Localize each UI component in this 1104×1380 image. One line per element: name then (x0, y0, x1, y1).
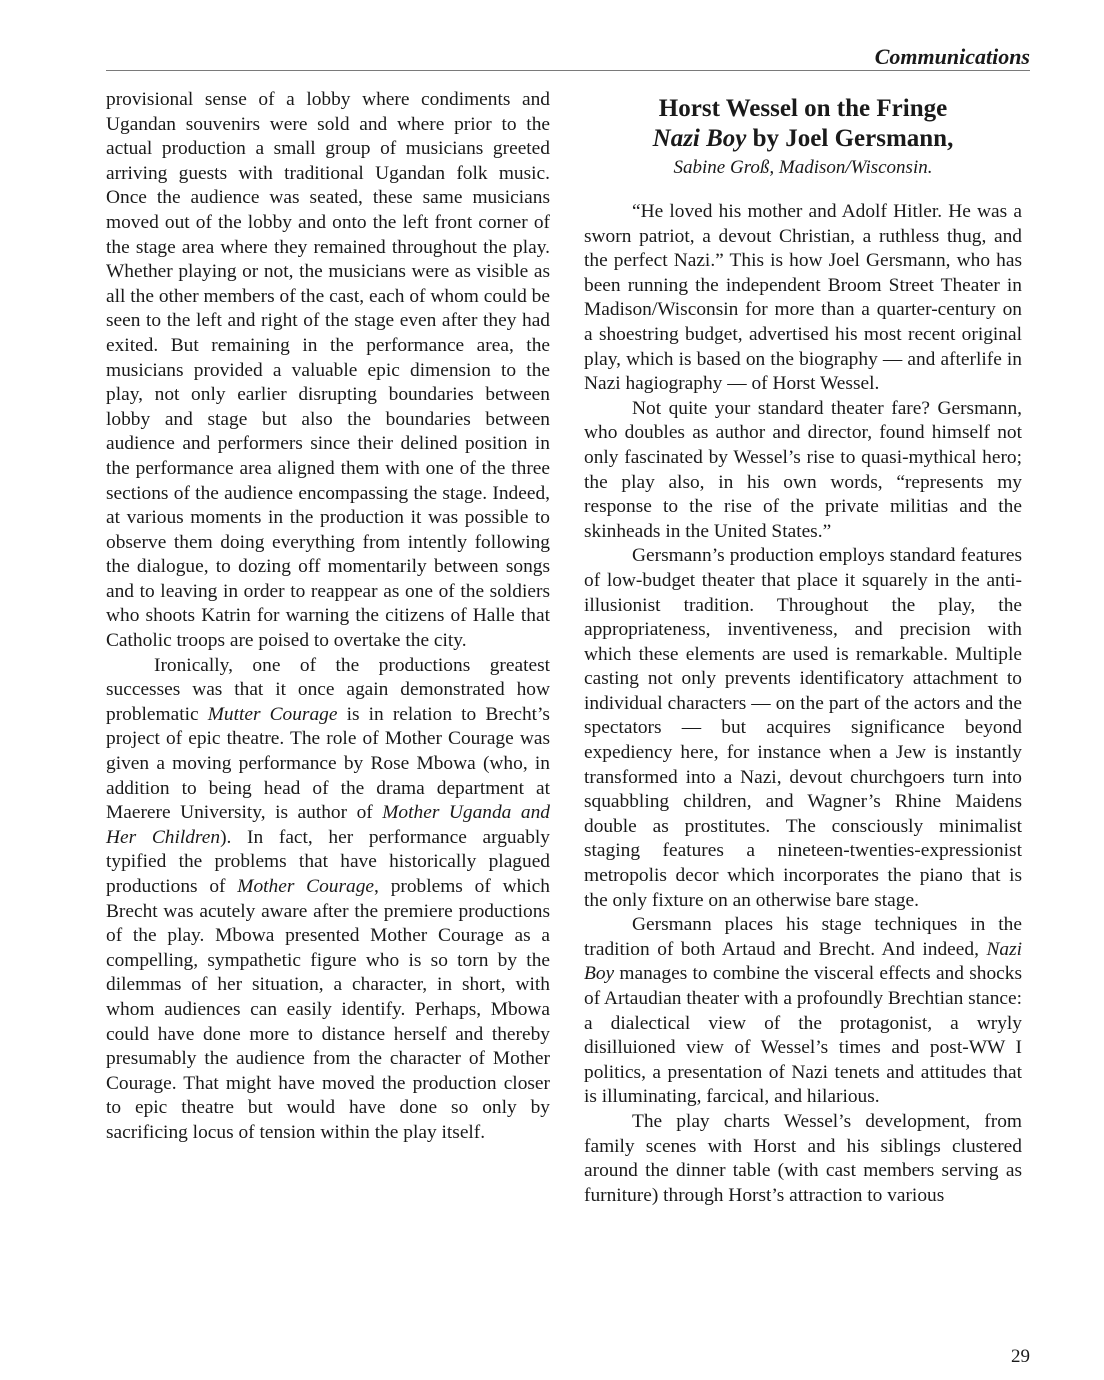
running-header: Communications (874, 44, 1030, 69)
right-p4-italic-nazi-boy: Nazi Boy (584, 938, 1022, 985)
left-column (106, 88, 550, 1146)
left-paragraph-1: provisional sense of a lobby where condiments and Ugandan souvenirs were sold and where prior to the actual production a small group of musicians greeted arriving guests with traditional Ugandan folk music. Once the audience was seated, these same musicians moved out of the lobby and onto the left front corner of the stage area where they remained throughout the play. Whether playing or not, the musicians were as visible as all the other members of the cast, each of whom could be seen to the left and right of the stage even after they had exited. But remaining in the performance area, the musicians provided a valuable epic dimension to the play, not only earlier disrupting boundaries between lobby and stage but also the boundaries between audience and performers since their delined position in the performance area aligned them with one of the three sections of the audience encompassing the stage. Indeed, at various moments in the production it was possible to observe them doing everything from intently following the dialogue, to dozing off momentarily between songs and to leaving in order to reappear as one of the soldiers who shoots Katrin for warning the citizens of Halle that Catholic troops are poised to overtake the city. (106, 89, 550, 652)
page-number: 29 (1011, 1346, 1030, 1367)
right-p4-text-b: manages to combine the visceral effects and shocks of Artaudian theater with a profoundly Brechtian stance: a dialectical view of the protagonist, a wryly disilluioned view of Wessel’s times and post-WW I politics, a presentation of Nazi tenets and attitudes that is illuminating, farcical, and hilarious. (584, 963, 1022, 1108)
right-column (584, 200, 1022, 1208)
left-p2-italic-mother-courage: Mother Courage (237, 876, 375, 897)
right-paragraph-1: “He loved his mother and Adolf Hitler. He was a sworn patriot, a devout Christian, a ruthless thug, and the perfect Nazi.” This is how Joel Gersmann, who has been running the independent Broom Street Theater in Madison/Wisconsin for more than a quarter-century on a shoestring budget, advertised his most recent original play, which is based on the biography — and afterlife in Nazi hagiography — of Horst Wessel. (584, 201, 1022, 395)
article-subtitle-play: Nazi Boy (652, 125, 747, 152)
right-paragraph-5: The play charts Wessel’s development, from family scenes with Horst and his siblings clustered around the dinner table (with cast members serving as furniture) through Horst’s attraction to various (584, 1110, 1022, 1206)
article-title-block (584, 94, 1022, 179)
left-p2-italic-mutter-courage: Mutter Courage (207, 703, 338, 725)
right-p4-text-a: Gersmann places his stage techniques in the tradition of both Artaud and Brecht. And indeed, (584, 914, 1022, 960)
left-p2-text-b: is in relation to Brecht’s project of epic theatre. The role of Mother Courage was given a moving performance by Rose Mbowa (who, in addition to being head of the drama department at Maerere University, is author of (106, 703, 550, 824)
left-paragraph-2 (106, 654, 550, 1146)
right-paragraph-3: Gersmann’s production employs standard features of low-budget theater that place it squarely in the anti-illusionist tradition. Throughout the play, the appropriateness, inventiveness, and precision with which these elements are used is remarkable. Multiple casting not only prevents identificatory attachment to individual characters — on the part of the actors and the spectators — but acquires significance beyond expediency here, for instance when a Jew is instantly transformed into a Nazi, devout churchgoers turn into squabbling children, and Wagner’s Rhine Maidens double as prostitutes. The consciously minimalist staging features a nineteen-twenties-expressionist metropolis decor which incorporates the piano that is the only fixture on an otherwise bare stage. (584, 545, 1022, 911)
left-p2-italic-mother-uganda: Mother Uganda and Her Children (106, 802, 550, 848)
right-paragraph-2: Not quite your standard theater fare? Gersmann, who doubles as author and director, found himself not only fascinated by Wessel’s rise to quasi-mythical hero; the play also, in his own words, “represents my response to the rise of the private militias and the skinheads in the United States.” (584, 397, 1022, 542)
article-byline: Sabine Groß, Madison/Wisconsin. (673, 157, 933, 178)
article-subtitle (584, 124, 1022, 154)
right-paragraph-4 (584, 913, 1022, 1110)
left-p2-text-c: ). In fact, her performance arguably typified the problems that have historically plagued productions of (106, 826, 550, 897)
article-subtitle-author: by Joel Gersmann, (746, 125, 954, 152)
left-p2-text-d: , problems of which Brecht was acutely aware after the premiere productions of the play. Mbowa presented Mother Courage as a compelling, sympathetic figure who is so torn by the dilemmas of her situation, a character, in short, with whom audiences can easily identify. Perhaps, Mbowa could have done more to distance herself and thereby presumably the audience from the character of Mother Courage. That might have moved the production closer to epic theatre but would have done so only by sacrificing locus of tension within the play itself. (106, 876, 550, 1143)
article-title: Horst Wessel on the Fringe (658, 95, 948, 122)
left-p2-text-a: Ironically, one of the productions greatest successes was that it once again demonstrated how problematic (106, 654, 550, 725)
header-rule (106, 70, 1030, 71)
